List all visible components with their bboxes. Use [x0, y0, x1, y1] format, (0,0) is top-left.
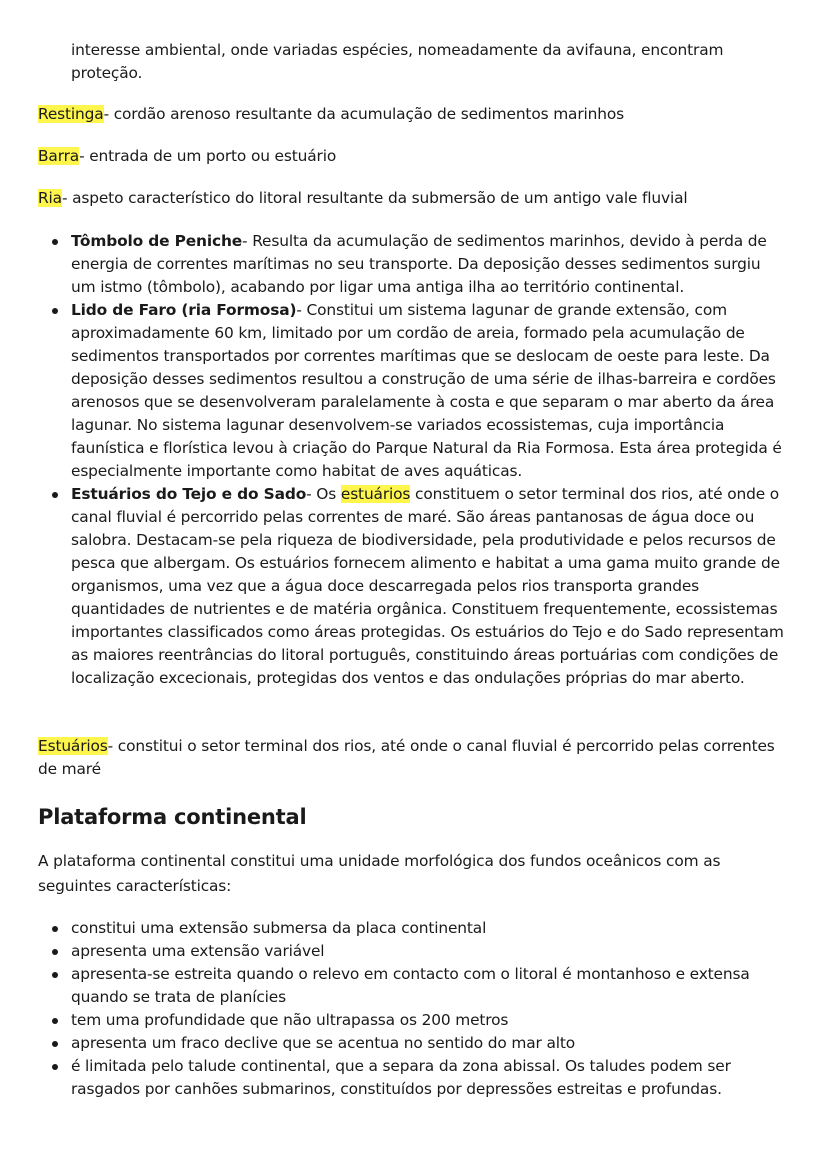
coastal-forms-list — [71, 230, 788, 690]
term-estuarios: Estuários — [38, 737, 108, 755]
list-item: apresenta-se estreita quando o relevo em contacto com o litoral é montanhoso e extensa quando se trata de planícies — [71, 963, 788, 1009]
list-item — [71, 299, 788, 483]
list-item: apresenta uma extensão variável — [71, 940, 788, 963]
definition-barra — [38, 145, 788, 168]
definition-ria-text: - aspeto característico do litoral resultante da submersão de um antigo vale fluvial — [61, 189, 688, 207]
list-item: apresenta um fraco declive que se acentua no sentido do mar alto — [71, 1032, 788, 1055]
list-item: é limitada pelo talude continental, que a separa da zona abissal. Os taludes podem ser rasgados por canhões submarinos, constituídos por depressões estreitas e profundas. — [71, 1055, 788, 1101]
definition-estuarios — [38, 735, 788, 781]
definition-restinga-text: - cordão arenoso resultante da acumulação de sedimentos marinhos — [103, 105, 624, 123]
term-ria: Ria — [38, 189, 62, 207]
term-barra: Barra — [38, 147, 80, 165]
list-item: constitui uma extensão submersa da placa continental — [71, 917, 788, 940]
definition-barra-text: - entrada de um porto ou estuário — [79, 147, 337, 165]
list-item-text: - Resulta da acumulação de sedimentos marinhos, devido à perda de energia de correntes marítimas no seu transporte. Da deposição desses sedimentos surgiu um istmo (tômbolo), acabando por ligar uma antiga ilha ao território continental. — [71, 232, 767, 296]
term-restinga: Restinga — [38, 105, 104, 123]
definition-ria — [38, 187, 788, 210]
list-item — [71, 483, 788, 690]
list-item — [71, 230, 788, 299]
list-item-text: - Constitui um sistema lagunar de grande extensão, com aproximadamente 60 km, limitado por um cordão de areia, formado pela acumulação de sedimentos transportados por correntes marítimas que se deslocam de oeste para leste. Da deposição desses sedimentos resultou a construção de uma série de ilhas-barreira e cordões arenosos que se desenvolveram paralelamente à costa e que separam o mar aberto da área lagunar. No sistema lagunar desenvolvem-se variados ecossistemas, cuja importância faunística e florística levou à criação do Parque Natural da Ria Formosa. Esta área protegida é especialmente importante como habitat de aves aquáticas. — [71, 301, 782, 480]
top-fragment: interesse ambiental, onde variadas espécies, nomeadamente da avifauna, encontram proteção. — [71, 41, 724, 82]
definition-estuarios-text: - constitui o setor terminal dos rios, até onde o canal fluvial é percorrido pelas correntes de maré — [38, 737, 775, 778]
list-item-title: Tômbolo de Peniche — [71, 232, 243, 250]
list-item-text: - Os — [306, 485, 341, 503]
definition-restinga — [38, 103, 788, 126]
section-intro: A plataforma continental constitui uma unidade morfológica dos fundos oceânicos com as seguintes características: — [38, 852, 721, 895]
features-list — [71, 917, 788, 1101]
highlighted-word: estuários — [340, 485, 411, 503]
list-item-title: Estuários do Tejo e do Sado — [71, 485, 307, 503]
list-item: tem uma profundidade que não ultrapassa os 200 metros — [71, 1009, 788, 1032]
list-item-text: constituem o setor terminal dos rios, até onde o canal fluvial é percorrido pelas correntes de maré. São áreas pantanosas de água doce ou salobra. Destacam-se pela riqueza de biodiversidade, pela produtividade e pelos recursos de pesca que albergam. Os estuários fornecem alimento e habitat a uma gama muito grande de organismos, uma vez que a água doce descarregada pelos rios transporta grandes quantidades de nutrientes e de matéria orgânica. Constituem frequentemente, ecossistemas importantes classificados como áreas protegidas. Os estuários do Tejo e do Sado representam as maiores reentrâncias do litoral português, constituindo áreas portuárias com condições de localização excecionais, protegidas dos ventos e das ondulações próprias do mar aberto. — [71, 485, 784, 687]
section-heading: Plataforma continental — [38, 805, 307, 829]
list-item-title: Lido de Faro (ria Formosa) — [71, 301, 297, 319]
